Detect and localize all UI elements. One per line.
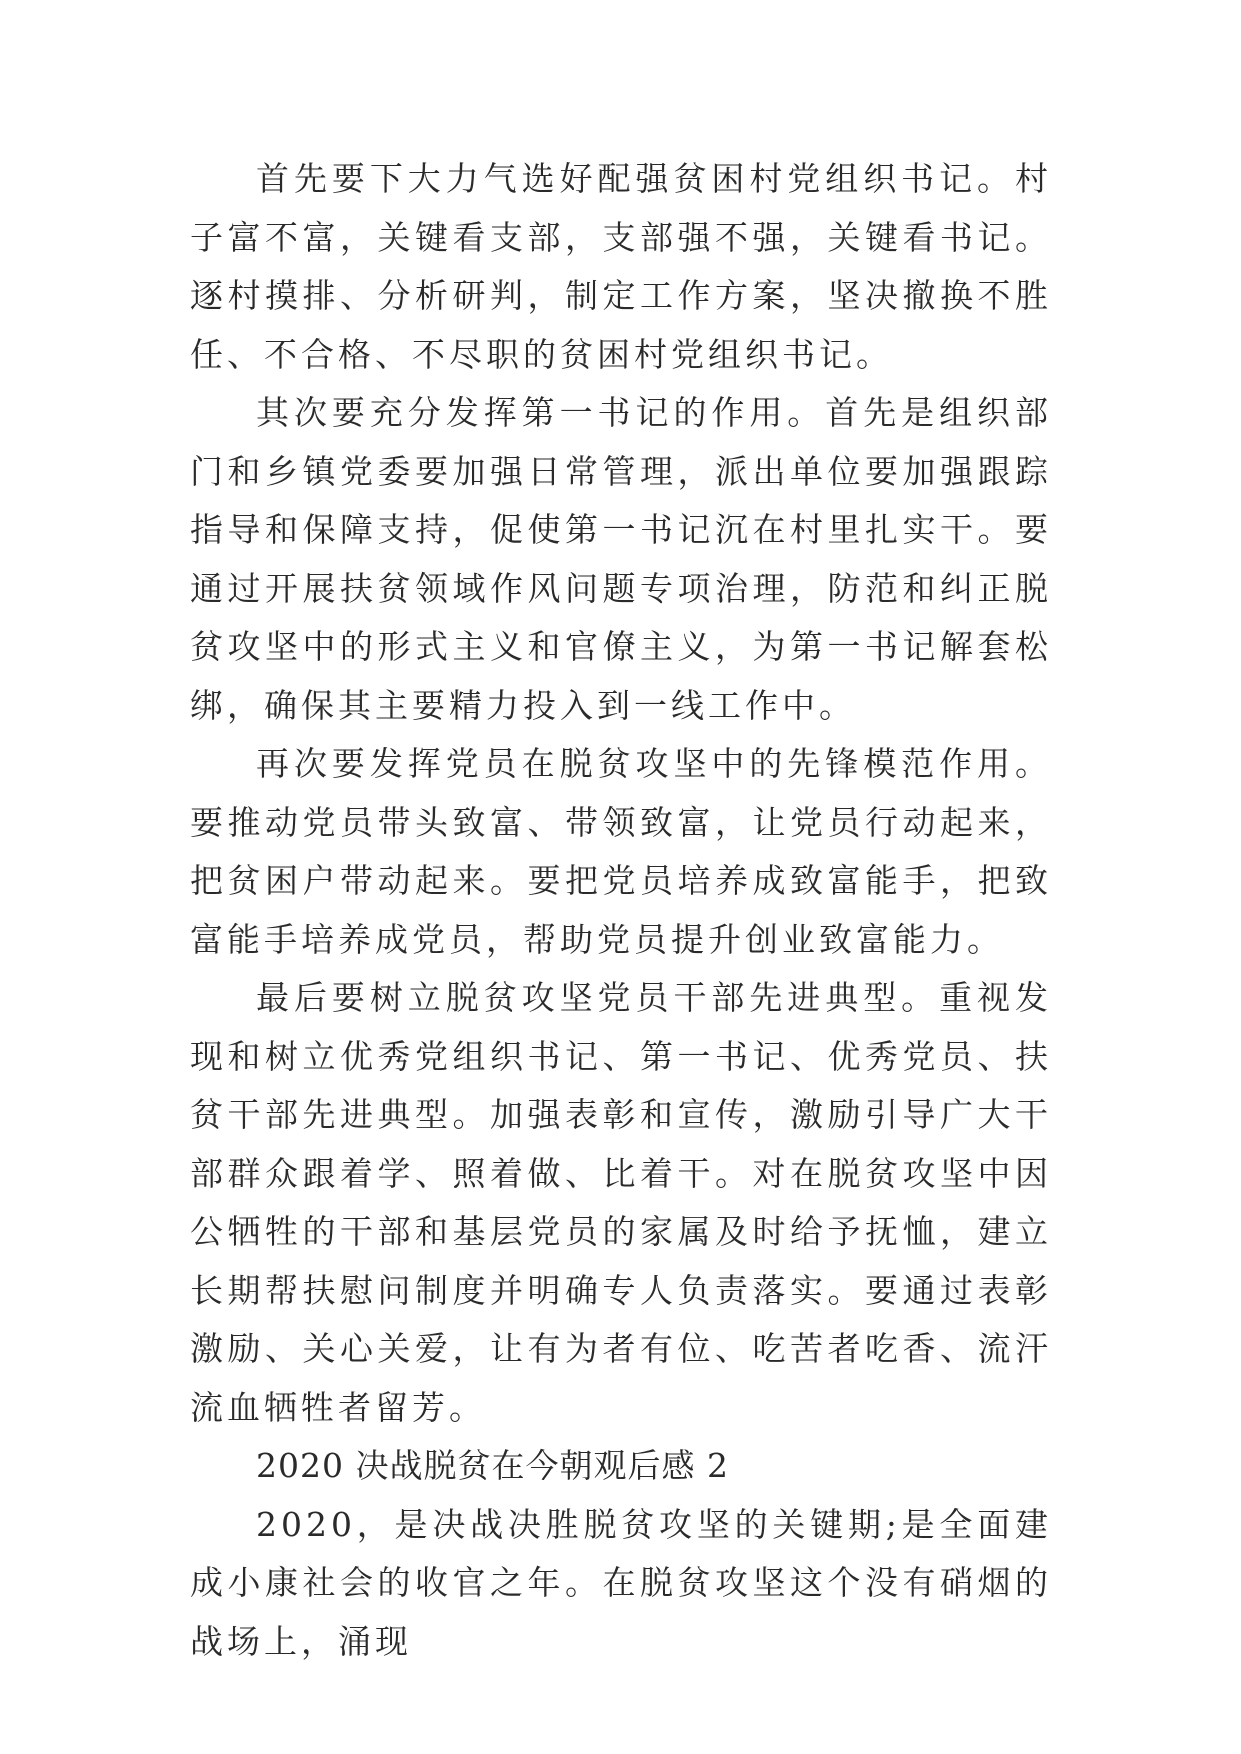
paragraph-party-members: 再次要发挥党员在脱贫攻坚中的先锋模范作用。要推动党员带头致富、带领致富，让党员行动起来，把贫困户带动起来。要把党员培养成致富能手，把致富能手培养成党员，帮助党员提升创业致富能力。 xyxy=(190,744,1052,959)
section-title: 2020 决战脱贫在今朝观后感 2 xyxy=(256,1446,729,1485)
paragraph-role-models: 最后要树立脱贫攻坚党员干部先进典型。重视发现和树立优秀党组织书记、第一书记、优秀党员、扶贫干部先进典型。加强表彰和宣传，激励引导广大干部群众跟着学、照着做、比着干。对在脱贫攻坚中因公牺牲的干部和基层党员的家属及时给予抚恤，建立长期帮扶慰问制度并明确专人负责落实。要通过表彰激励、关心关爱，让有为者有位、吃苦者吃香、流汗流血牺牲者留芳。 xyxy=(190,978,1052,1427)
document-body xyxy=(190,150,1052,1671)
paragraph-2020-intro: 2020，是决战决胜脱贫攻坚的关键期;是全面建成小康社会的收官之年。在脱贫攻坚这个没有硝烟的战场上，涌现 xyxy=(190,1504,1052,1661)
paragraph-first-secretary: 其次要充分发挥第一书记的作用。首先是组织部门和乡镇党委要加强日常管理，派出单位要加强跟踪指导和保障支持，促使第一书记沉在村里扎实干。要通过开展扶贫领域作风问题专项治理，防范和纠正脱贫攻坚中的形式主义和官僚主义，为第一书记解套松绑，确保其主要精力投入到一线工作中。 xyxy=(190,393,1052,725)
paragraph-party-secretary: 首先要下大力气选好配强贫困村党组织书记。村子富不富，关键看支部，支部强不强，关键看书记。逐村摸排、分析研判，制定工作方案，坚决撤换不胜任、不合格、不尽职的贫困村党组织书记。 xyxy=(190,159,1052,374)
